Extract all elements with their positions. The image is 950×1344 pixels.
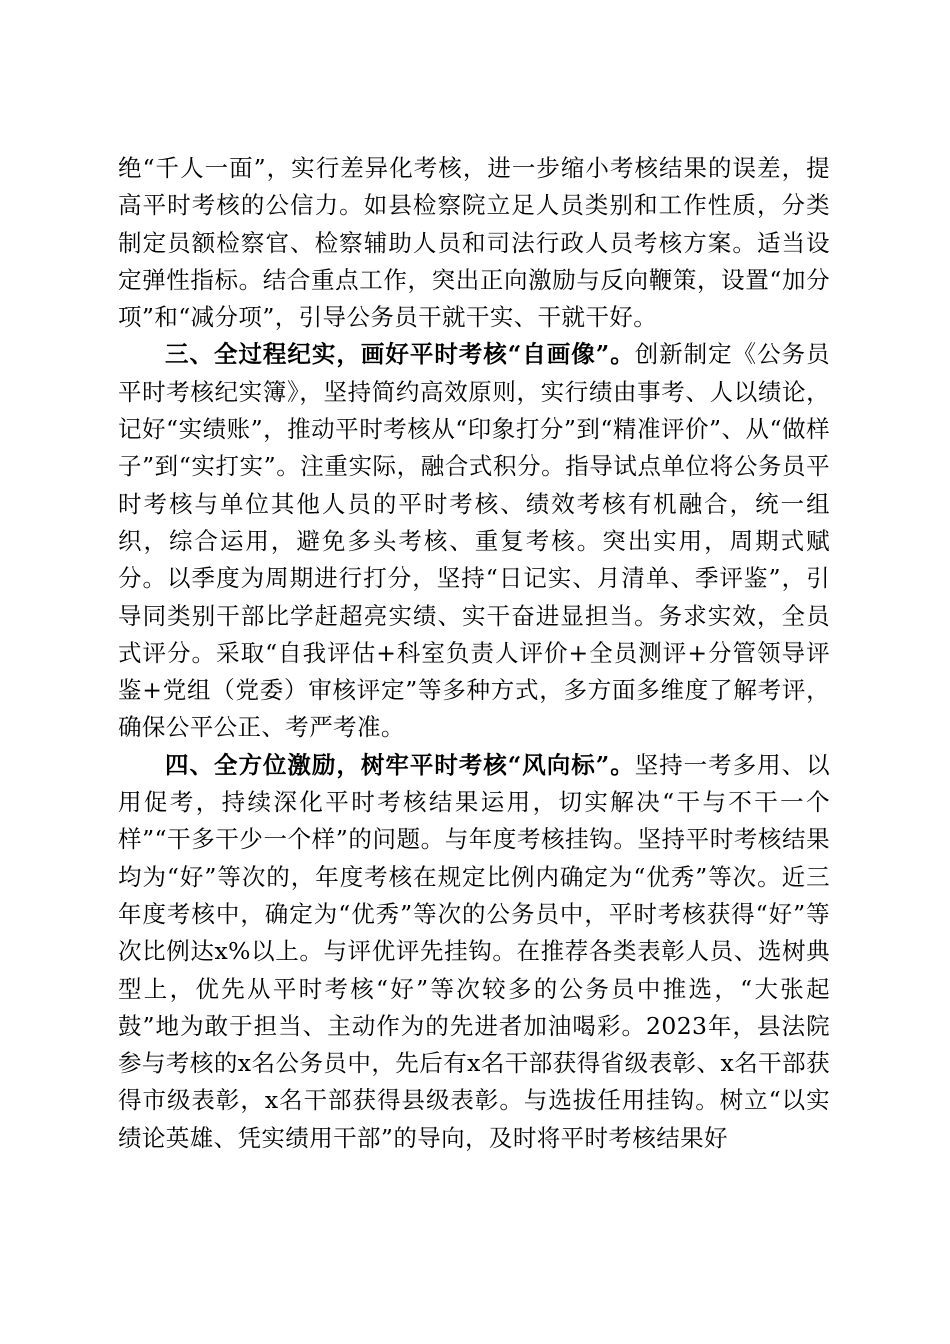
paragraph-1: 绝“千人一面”，实行差异化考核，进一步缩小考核结果的误差，提高平时考核的公信力。如县检察院立足人员类别和工作性质，分类制定员额检察官、检察辅助人员和司法行政人员考核方案。适当设定弹性指标。结合重点工作，突出正向激励与反向鞭策，设置“加分项”和“减分项”，引导公务员干就干实、干就干好。	[118, 154, 830, 332]
section-heading-4: 四、全方位激励，树牢平时考核“风向标”。	[165, 750, 635, 779]
section-heading-3: 三、全过程纪实，画好平时考核“自画像”。	[165, 340, 635, 369]
paragraph-2	[118, 336, 830, 746]
section-body-4: 坚持一考多用、以用促考，持续深化平时考核结果运用，切实解决“干与不干一个样”“干多干少一个样”的问题。与年度考核挂钩。坚持平时考核结果均为“好”等次的，年度考核在规定比例内确定为“优秀”等次。近三年度考核中，确定为“优秀”等次的公务员中，平时考核获得“好”等次比例达x%以上。与评优评先挂钩。在推荐各类表彰人员、选树典型上，优先从平时考核“好”等次较多的公务员中推选，“大张起鼓”地为敢于担当、主动作为的先进者加油喝彩。2023年，县法院参与考核的x名公务员中，先后有x名干部获得省级表彰、x名干部获得市级表彰，x名干部获得县级表彰。与选拔任用挂钩。树立“以实绩论英雄、凭实绩用干部”的导向，及时将平时考核结果好	[118, 750, 830, 1152]
paragraph-3	[118, 747, 830, 1157]
document-body	[118, 150, 830, 1157]
section-body-3: 创新制定《公务员平时考核纪实簿》，坚持简约高效原则，实行绩由事考、人以绩论，记好“实绩账”，推动平时考核从“印象打分”到“精准评价”、从“做样子”到“实打实”。注重实际，融合式积分。指导试点单位将公务员平时考核与单位其他人员的平时考核、绩效考核有机融合，统一组织，综合运用，避免多头考核、重复考核。突出实用，周期式赋分。以季度为周期进行打分，坚持“日记实、月清单、季评鉴”，引导同类别干部比学赶超亮实绩、实干奋进显担当。务求实效，全员式评分。采取“自我评估+科室负责人评价+全员测评+分管领导评鉴+党组（党委）审核评定”等多种方式，多方面多维度了解考评，确保公平公正、考严考准。	[118, 340, 830, 742]
